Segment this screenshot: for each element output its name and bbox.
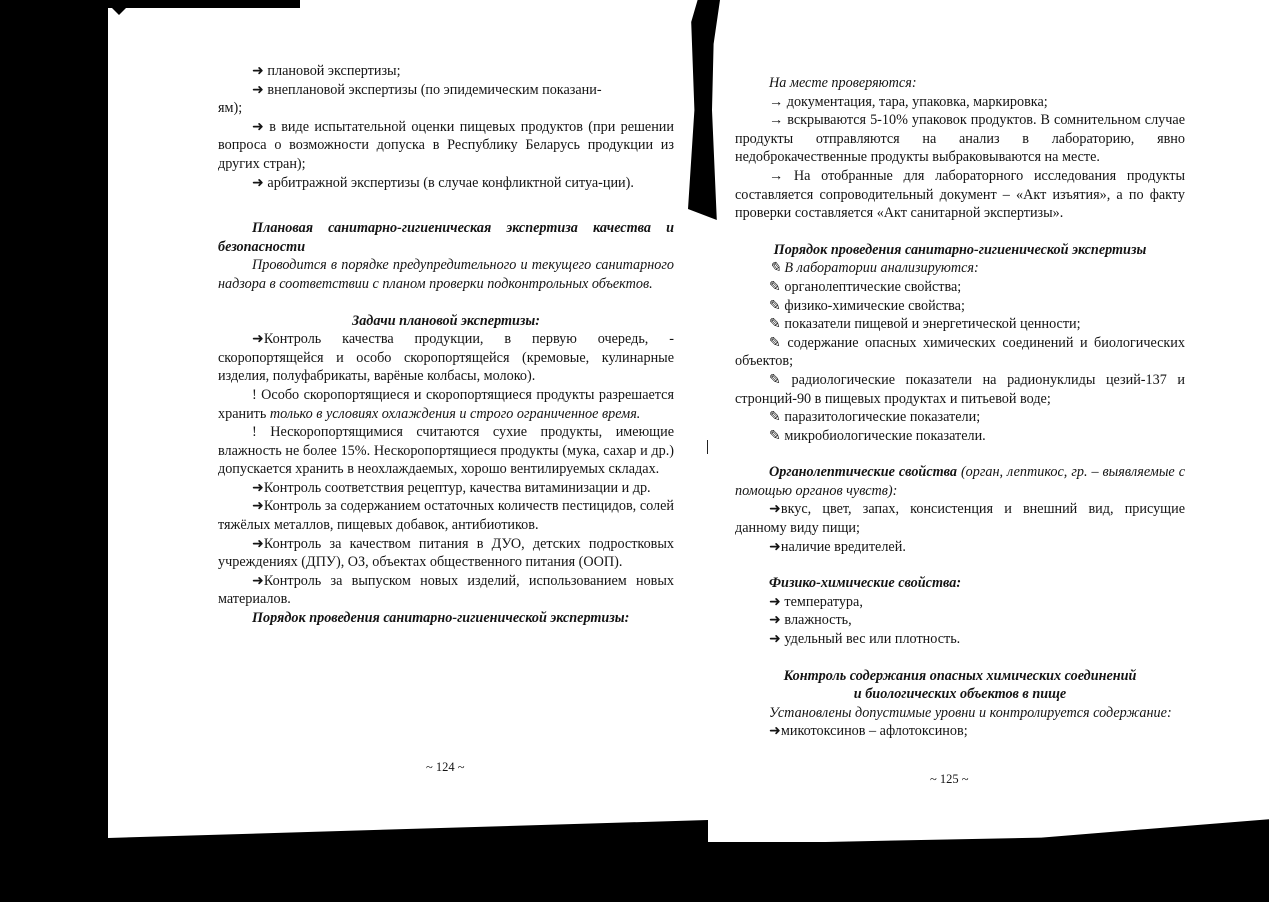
organoleptic-item: ➜вкус, цвет, запах, консистенция и внешний вид, присущие данному виду пищи; <box>735 501 1185 537</box>
planned-expertise-description: Проводится в порядке предупредительного и текущего санитарного надзора в соответствии с планом проверки подконтрольных объектов. <box>218 257 674 292</box>
lab-item: ✎ микробиологические показатели. <box>769 427 986 444</box>
heading-procedure-right: Порядок проведения санитарно-гигиенической экспертизы <box>773 241 1147 258</box>
note-perishable <box>218 386 674 423</box>
heading-control-line1: Контроль содержания опасных химических соединений <box>783 667 1137 684</box>
right-page <box>735 74 1185 741</box>
onsite-item-documentation: → документация, тара, упаковка, маркировка; <box>769 93 1048 110</box>
lab-item: ✎ содержание опасных химических соединений и биологических объектов; <box>735 334 1185 370</box>
heading-lab-analysis: ✎ В лаборатории анализируются: <box>769 260 979 277</box>
physchem-item: ➜ удельный вес или плотность. <box>769 631 961 648</box>
scan-shadow-top <box>0 0 300 8</box>
corner-triangle-mark <box>110 6 128 15</box>
scan-shadow-left <box>0 0 108 902</box>
task-new-products-control: ➜Контроль за выпуском новых изделий, использованием новых материалов. <box>218 572 674 608</box>
organoleptic-item: ➜наличие вредителей. <box>769 538 906 555</box>
organoleptic-def-text: (орган, лептикос, гр. – выявляемые с помощью органов чувств): <box>735 464 1185 499</box>
heading-planned-expertise: Плановая санитарно-гигиеническая экспертиза качества и безопасности <box>218 220 674 255</box>
task-nutrition-control: ➜Контроль за качеством питания в ДУО, детских подростковых учреждениях (ДПУ), ОЗ, объектах общественного питания (ООП). <box>218 535 674 571</box>
bullet-test-evaluation: ➜ в виде испытательной оценки пищевых продуктов (при решении вопроса о возможности допуска в Республику Беларусь продукции из других стран); <box>218 118 674 172</box>
onsite-item-opening: → вскрываются 5-10% упаковок продуктов. В сомнительном случае продукты отправляются на анализ в лабораторию, явно недоброкачественные продукты выбраковываются на месте. <box>735 112 1185 166</box>
bullet-unplanned-expertise: ➜ внеплановой экспертизы (по эпидемическим показани- <box>252 81 602 98</box>
heading-control-line2: и биологических объектов в пище <box>853 686 1067 703</box>
task-recipe-control: ➜Контроль соответствия рецептур, качества витаминизации и др. <box>252 479 651 496</box>
lab-item: ✎ показатели пищевой и энергетической ценности; <box>769 316 1081 333</box>
note-perishable-text: ! Особо скоропортящиеся и скоропортящиеся продукты разрешается хранить <box>218 386 674 422</box>
control-item-mycotoxins: ➜микотоксинов – афлотоксинов; <box>769 723 968 740</box>
control-description: Установлены допустимые уровни и контролируется содержание: <box>769 704 1172 721</box>
lab-item: ✎ радиологические показатели на радионуклиды цезий-137 и стронций-90 в пищевых продуктах и питьевой воде; <box>735 371 1185 407</box>
lab-item: ✎ паразитологические показатели; <box>769 409 981 426</box>
onsite-item-sampling: → На отобранные для лабораторного исследования продукты составляется сопроводительный документ – «Акт изъятия», а по факту проверки составляется «Акт санитарной экспертизы». <box>735 167 1185 222</box>
physchem-item: ➜ влажность, <box>769 612 852 629</box>
page-number-right: ~ 125 ~ <box>930 772 969 786</box>
task-residue-control: ➜Контроль за содержанием остаточных количеств пестицидов, солей тяжёлых металлов, пищевых добавок, антибиотиков. <box>218 498 674 534</box>
note-non-perishable: ! Нескоропортящимися считаются сухие продукты, имеющие влажность не более 15%. Нескоропортящиеся продукты (мука, сахар и др.) допускается хранить в неохлаждаемых, хорошо вентилируемых складах. <box>218 424 674 478</box>
lab-item: ✎ физико-химические свойства; <box>769 297 965 314</box>
heading-onsite-check: На месте проверяются: <box>769 75 917 91</box>
page-number-left: ~ 124 ~ <box>426 760 465 774</box>
bullet-unplanned-expertise-cont: ям); <box>218 100 243 117</box>
heading-physicochemical: Физико-химические свойства: <box>769 575 962 592</box>
left-page <box>218 62 674 628</box>
bullet-planned-expertise: ➜ плановой экспертизы; <box>252 63 401 79</box>
gutter-tick <box>707 440 708 454</box>
organoleptic-definition <box>735 463 1185 500</box>
scan-shadow-bottom <box>0 842 1269 902</box>
heading-planned-tasks: Задачи плановой экспертизы: <box>351 312 541 329</box>
scan-gutter-shadow <box>688 0 720 220</box>
note-perishable-italic: только в условиях охлаждения и строго ограниченное время. <box>269 405 641 422</box>
task-quality-control: ➜Контроль качества продукции, в первую очередь, - скоропортящейся и особо скоропортящейся (кремовые, кулинарные изделия, полуфабрикаты, варёные колбасы, молоко). <box>218 331 674 385</box>
heading-organoleptic: Органолептические свойства <box>769 464 957 481</box>
heading-procedure-left: Порядок проведения санитарно-гигиенической экспертизы: <box>252 610 630 627</box>
lab-item: ✎ органолептические свойства; <box>769 278 962 295</box>
bullet-arbitration: ➜ арбитражной экспертизы (в случае конфликтной ситуа-ции). <box>252 174 634 191</box>
physchem-item: ➜ температура, <box>769 593 863 610</box>
